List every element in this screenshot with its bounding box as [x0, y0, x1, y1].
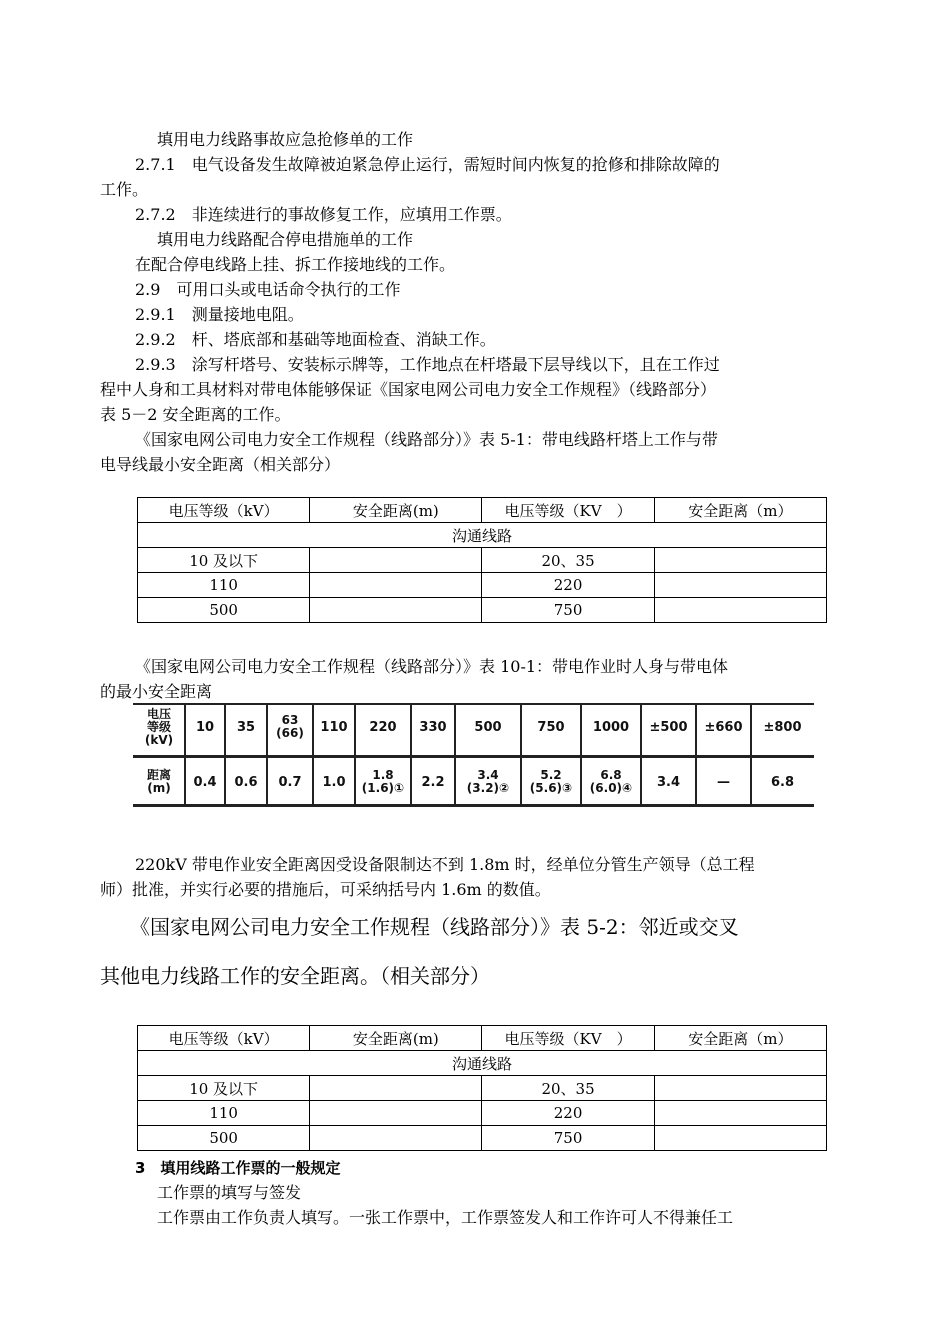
voltage-cell: 500: [474, 719, 502, 735]
voltage-cell: 220: [369, 719, 397, 735]
table-header-cell: 安全距离(m): [310, 498, 482, 523]
table-rule: [133, 703, 814, 705]
paragraph-2-7-1-line2: 工作。: [100, 180, 149, 199]
distance-header: 距离 (m): [146, 768, 171, 795]
voltage-cell: 1000: [592, 719, 630, 735]
table-cell-empty: [654, 598, 826, 623]
distance-cell: 6.8 (6.0)④: [589, 768, 633, 795]
table-span-row: 沟通线路: [138, 1051, 827, 1076]
table-cell: 10 及以下: [138, 548, 310, 573]
table-cell: 750: [482, 598, 654, 623]
table-cell-empty: [310, 1076, 482, 1101]
table-cell: 20、35: [482, 1076, 654, 1101]
distance-cell: 0.4: [193, 774, 217, 790]
paragraph-2-9-3-line1: 2.9.3 涂写杆塔号、安装标示牌等，工作地点在杆塔最下层导线以下，且在工作过: [135, 355, 720, 374]
table-cell-empty: [310, 598, 482, 623]
distance-cell: 2.2: [421, 774, 445, 790]
voltage-cell: 330: [419, 719, 447, 735]
table-5-2: [137, 1025, 827, 1151]
table-cell-empty: [310, 1101, 482, 1126]
table-cell-empty: [654, 1101, 826, 1126]
distance-cell: 1.0: [322, 774, 346, 790]
caption-table-10-1-line2: 的最小安全距离: [100, 682, 213, 701]
voltage-cell: ±800: [763, 719, 802, 735]
distance-cell: 0.6: [234, 774, 258, 790]
paragraph-2-9-1: 2.9.1 测量接地电阻。: [135, 305, 304, 324]
table-cell-empty: [654, 548, 826, 573]
table-cell-empty: [310, 548, 482, 573]
caption-table-5-2-line2: 其他电力线路工作的安全距离。（相关部分）: [100, 964, 490, 988]
voltage-cell: 110: [320, 719, 348, 735]
voltage-cell: ±500: [649, 719, 688, 735]
table-cell: 20、35: [482, 548, 654, 573]
table-header-cell: 安全距离（m）: [654, 498, 826, 523]
table-cell-empty: [654, 1126, 826, 1151]
table-header-cell: 安全距离（m）: [654, 1026, 826, 1051]
distance-cell: 3.4 (3.2)②: [466, 768, 510, 795]
table-cell: 750: [482, 1126, 654, 1151]
distance-cell: —: [717, 774, 730, 790]
table-cell: 10 及以下: [138, 1076, 310, 1101]
voltage-cell: 35: [236, 719, 256, 735]
table-header-cell: 电压等级（KV ）: [482, 498, 654, 523]
table-span-row: 沟通线路: [138, 523, 827, 548]
note-220kv-line2: 师）批准，并实行必要的措施后，可采纳括号内 1.6m 的数值。: [100, 880, 551, 899]
table-rule: [133, 755, 814, 758]
distance-cell: 3.4: [656, 774, 681, 790]
caption-table-5-2-line1: 《国家电网公司电力安全工作规程（线路部分）》表 5-2：邻近或交叉: [130, 915, 739, 939]
table-cell: 500: [138, 598, 310, 623]
table-cell-empty: [654, 573, 826, 598]
distance-row: [133, 759, 814, 805]
table-cell-empty: [310, 573, 482, 598]
table-10-1-image: [133, 703, 814, 807]
table-5-1: [137, 497, 827, 623]
voltage-cell: 750: [537, 719, 565, 735]
table-cell-empty: [310, 1126, 482, 1151]
voltage-cell: 10: [195, 719, 215, 735]
paragraph-2-9-3-line2: 程中人身和工具材料对带电体能够保证《国家电网公司电力安全工作规程》（线路部分）: [100, 380, 717, 399]
caption-table-5-1-line1: 《国家电网公司电力安全工作规程（线路部分）》表 5-1：带电线路杆塔上工作与带: [135, 430, 718, 449]
paragraph-2-9: 2.9 可用口头或电话命令执行的工作: [135, 280, 401, 299]
heading-outage-coordination: 填用电力线路配合停电措施单的工作: [157, 230, 414, 249]
distance-cell: 6.8: [770, 774, 795, 790]
distance-cell: 5.2 (5.6)③: [529, 768, 573, 795]
table-cell: 110: [138, 573, 310, 598]
table-cell: 220: [482, 1101, 654, 1126]
paragraph-2-7-2: 2.7.2 非连续进行的事故修复工作，应填用工作票。: [135, 205, 512, 224]
paragraph-2-9-2: 2.9.2 杆、塔底部和基础等地面检查、消缺工作。: [135, 330, 496, 349]
voltage-cell: ±660: [704, 719, 743, 735]
table-header-cell: 电压等级（KV ）: [482, 1026, 654, 1051]
heading-emergency-repair: 填用电力线路事故应急抢修单的工作: [157, 130, 414, 149]
table-cell: 220: [482, 573, 654, 598]
distance-cell: 1.8 (1.6)①: [361, 768, 405, 795]
table-cell: 110: [138, 1101, 310, 1126]
table-header-cell: 电压等级（kV）: [138, 498, 310, 523]
distance-cell: 0.7: [278, 774, 302, 790]
section-heading-3: 3 填用线路工作票的一般规定: [135, 1159, 341, 1177]
paragraph-2-9-3-line3: 表 5－2 安全距离的工作。: [100, 405, 291, 424]
subheading-ticket-filling: 工作票的填写与签发: [157, 1183, 302, 1202]
paragraph-2-7-1-line1: 2.7.1 电气设备发生故障被迫紧急停止运行，需短时间内恢复的抢修和排除故障的: [135, 155, 720, 174]
note-220kv-line1: 220kV 带电作业安全距离因受设备限制达不到 1.8m 时，经单位分管生产领导（总工程: [135, 855, 755, 874]
table-rule: [133, 804, 814, 807]
voltage-header: 电压 等级 (kV): [144, 706, 174, 747]
caption-table-5-1-line2: 电导线最小安全距离（相关部分）: [100, 455, 341, 474]
paragraph-grounding-wire: 在配合停电线路上挂、拆工作接地线的工作。: [135, 255, 456, 274]
caption-table-10-1-line1: 《国家电网公司电力安全工作规程（线路部分）》表 10-1：带电作业时人身与带电体: [135, 657, 729, 676]
table-header-cell: 安全距离(m): [310, 1026, 482, 1051]
table-cell: 500: [138, 1126, 310, 1151]
table-cell-empty: [654, 1076, 826, 1101]
table-header-cell: 电压等级（kV）: [138, 1026, 310, 1051]
voltage-cell: 63 (66): [276, 713, 304, 740]
voltage-row: [133, 703, 814, 751]
paragraph-ticket-rules: 工作票由工作负责人填写。一张工作票中，工作票签发人和工作许可人不得兼任工: [157, 1208, 734, 1227]
